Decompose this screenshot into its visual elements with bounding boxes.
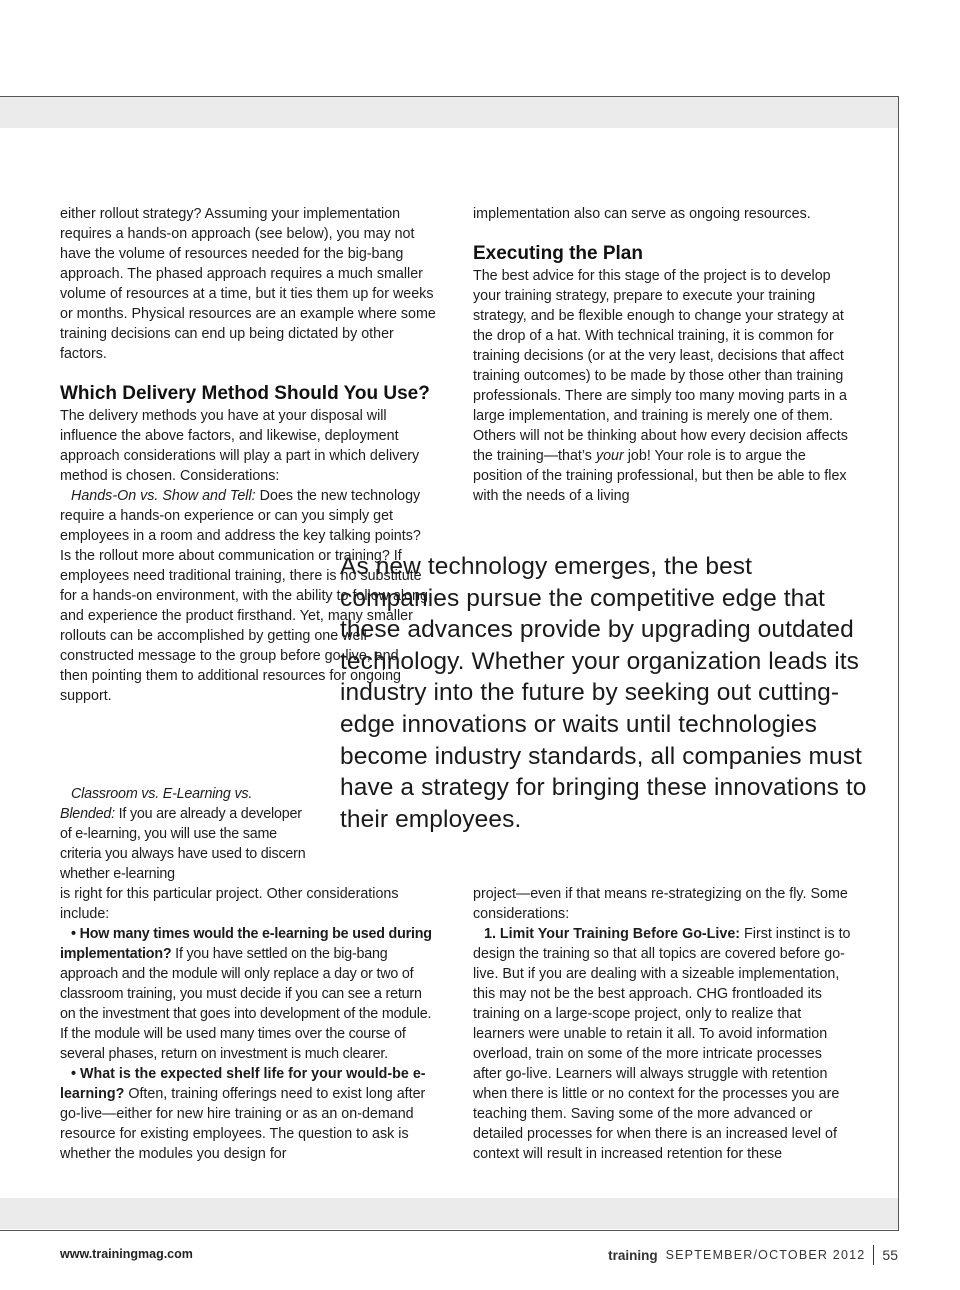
delivery-method-heading: Which Delivery Method Should You Use? <box>60 383 430 404</box>
bullet-1 <box>60 924 440 1064</box>
executing-plan-paragraph <box>473 266 853 506</box>
bullet-2-term: • What is the expected shelf life for your would-be e-learning? <box>60 1066 426 1102</box>
item-1-term: 1. Limit Your Training Before Go-Live: <box>484 926 741 942</box>
classroom-term: Classroom vs. E-Learning vs. Blended: <box>60 786 253 822</box>
footer-divider <box>873 1245 874 1265</box>
footer-url[interactable]: www.trainingmag.com <box>60 1247 193 1261</box>
bullet-2 <box>60 1064 440 1164</box>
footer-issue: SEPTEMBER/OCTOBER 2012 <box>665 1248 866 1262</box>
bullet-1-body: If you have settled on the big-bang approach and the module will only replace a day or two of classroom training, you must decide if you can see a return on the investment that goes into development of the module. If the module will be used many times over the course of several phases, return on investment is much clearer. <box>60 946 432 1062</box>
classroom-paragraph <box>60 784 310 884</box>
plan-text-b: job! Your role is to argue the position of the training professional, but then be able to flex with the needs of a living <box>473 448 847 504</box>
plan-text-a: The best advice for this stage of the project is to develop your training strategy, prepare to execute your training strategy, and be flexible enough to change your strategy at the drop of a hat. With technical training, it is common for training decisions (or at the very least, decisions that affect training outcomes) to be made by those other than training professionals. There are simply too many moving parts in a large implementation, and training is merely one of them. Others will not be thinking about how every decision affects the training—that’s <box>473 268 848 464</box>
right-lower-column <box>473 884 853 1164</box>
right-continuation: project—even if that means re-strategizing on the fly. Some considerations: <box>473 886 848 922</box>
classroom-body: If you are already a developer of e-learning, you will use the same criteria you always have used to discern whether e-learning <box>60 806 306 882</box>
right-column <box>473 204 853 506</box>
plan-emphasis: your <box>595 448 624 464</box>
classroom-continuation: is right for this particular project. Other considerations include: <box>60 886 399 922</box>
footer-folio <box>608 1245 898 1265</box>
executing-plan-heading: Executing the Plan <box>473 243 643 264</box>
bullet-2-body: Often, training offerings need to exist long after go-live—either for new hire training or as an on-demand resource for existing employees. The question to ask is whether the modules you design for <box>60 1086 426 1162</box>
left-wrap-column <box>60 784 310 884</box>
item-1-body: First instinct is to design the training so that all topics are covered before go-live. But if you are dealing with a sizeable implementation, this may not be the best approach. CHG frontloaded its training on a large-scope project, only to realize that learners were unable to retain it all. To avoid information overload, train on some of the more intricate processes after go-live. Learners will always struggle with retention when there is little or no context for the processes you are teaching them. Saving some of the more advanced or detailed processes for when there is an increased level of context will result in increased retention for these <box>473 926 851 1162</box>
page-number: 55 <box>882 1247 898 1263</box>
right-intro-paragraph: implementation also can serve as ongoing resources. <box>473 206 811 222</box>
pull-quote: As new technology emerges, the best companies pursue the competitive edge that these advances provide by upgrading outdated technology. Whether your organization leads its industry into the future by seeking out cutting-edge innovations or waits until technologies become industry standards, all companies must have a strategy for bringing these innovations to their employees. <box>340 553 867 833</box>
consideration-item-1 <box>473 924 853 1164</box>
hands-on-body: Does the new technology require a hands-on experience or can you simply get employees in a room and address the key talking points? Is the rollout more about communication or training? If employees need traditional training, there is no substitute for a hands-on environment, with the ability to follow along and experience the product firsthand. Yet, many smaller rollouts can be accomplished by getting one well-constructed message to the group before go-live, and then pointing them to additional resources for ongoing support. <box>60 488 428 704</box>
left-intro-paragraph: either rollout strategy? Assuming your implementation requires a hands-on approach (see below), you may not have the volume of resources needed for the big-bang approach. The phased approach requires a much smaller volume of resources at a time, but it ties them up for weeks or months. Physical resources are an example where some training decisions can end up being dictated by other factors. <box>60 206 436 362</box>
left-lower-column <box>60 884 440 1164</box>
footer-brand: training <box>608 1247 658 1263</box>
bullet-1-term: • How many times would the e-learning be used during implementation? <box>60 926 432 962</box>
hands-on-term: Hands-On vs. Show and Tell: <box>71 488 256 504</box>
delivery-intro-paragraph: The delivery methods you have at your disposal will influence the above factors, and likewise, deployment approach considerations will play a part in which delivery method is chosen. Considerations: <box>60 408 420 484</box>
